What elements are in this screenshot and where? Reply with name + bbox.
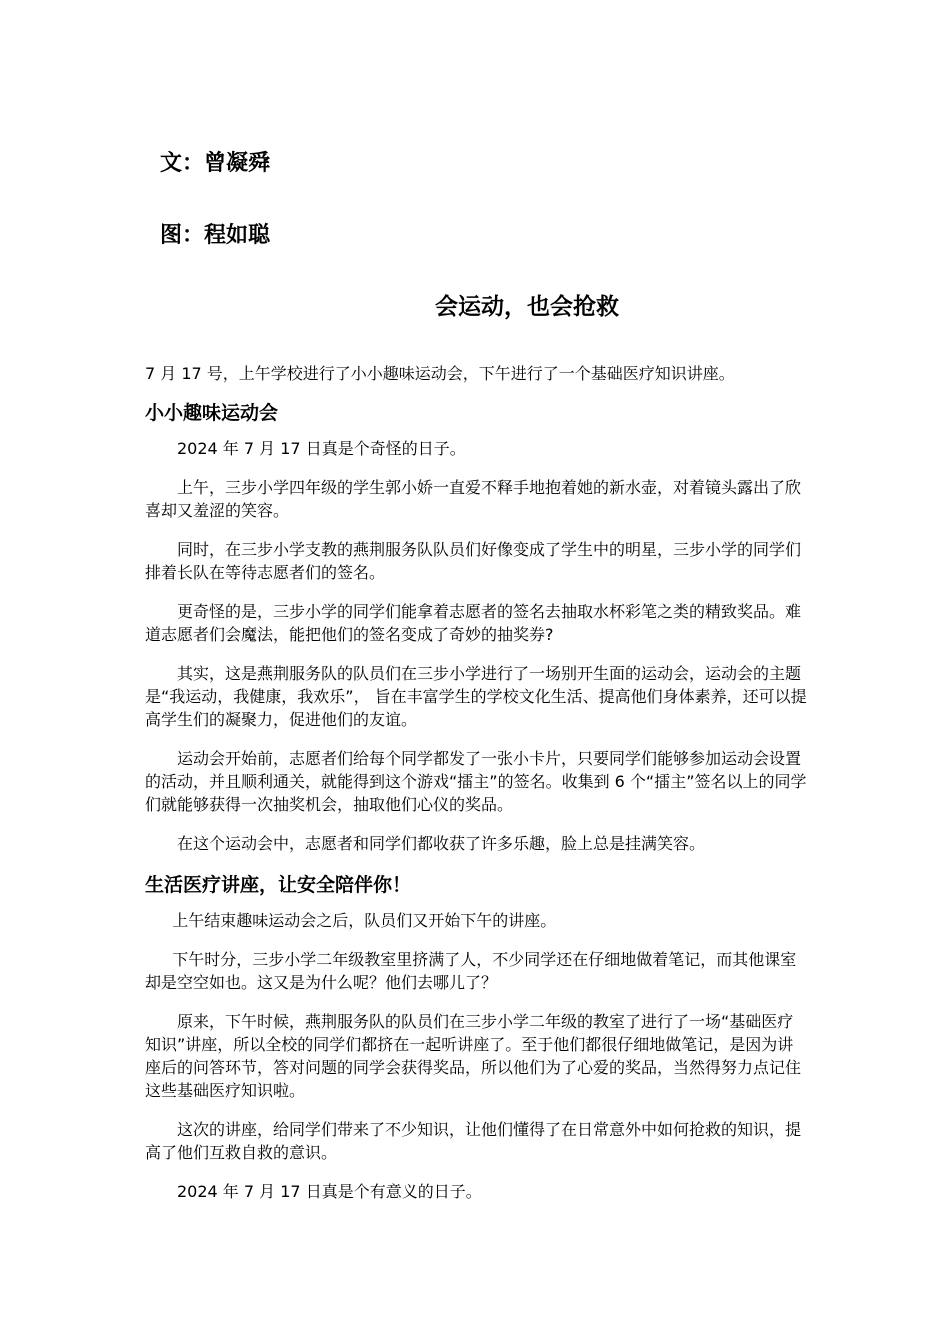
section-heading-medical: 生活医疗讲座，让安全陪伴你！ xyxy=(145,874,412,896)
paragraph: 上午，三步小学四年级的学生郭小娇一直爱不释手地抱着她的新水壶，对着镜头露出了欣喜却又羞涩的笑容。 xyxy=(145,478,802,520)
paragraph: 在这个运动会中，志愿者和同学们都收获了许多乐趣，脸上总是挂满笑容。 xyxy=(177,834,706,853)
paragraph: 2024 年 7 月 17 日真是个奇怪的日子。 xyxy=(177,439,466,458)
photographer-credit: 图：程如聪 xyxy=(160,223,271,248)
paragraph: 下午时分，三步小学二年级教室里挤满了人，不少同学还在仔细地做着笔记，而其他课室却是空空如也。这又是为什么呢？他们去哪儿了？ xyxy=(145,950,797,992)
paragraph: 上午结束趣味运动会之后，队员们又开始下午的讲座。 xyxy=(172,911,557,930)
paragraph: 这次的讲座，给同学们带来了不少知识，让他们懂得了在日常意外中如何抢救的知识，提高了他们互救自救的意识。 xyxy=(145,1120,802,1162)
paragraph: 同时，在三步小学支教的燕荆服务队队员们好像变成了学生中的明星，三步小学的同学们排着长队在等待志愿者们的签名。 xyxy=(145,540,802,582)
paragraph: 其实，这是燕荆服务队的队员们在三步小学进行了一场别开生面的运动会，运动会的主题是“我运动，我健康，我欢乐”， 旨在丰富学生的学校文化生活、提高他们身体素养，还可以提高学生们的凝聚力，促进他们的友谊。 xyxy=(145,664,807,729)
article-body xyxy=(145,362,807,1203)
article-title: 会运动，也会抢救 xyxy=(435,294,619,320)
article-lead: 7 月 17 号，上午学校进行了小小趣味运动会，下午进行了一个基础医疗知识讲座。 xyxy=(145,364,735,383)
paragraph: 更奇怪的是，三步小学的同学们能拿着志愿者的签名去抽取水杯彩笔之类的精致奖品。难道志愿者们会魔法，能把他们的签名变成了奇妙的抽奖券? xyxy=(145,602,802,644)
paragraph: 原来，下午时候，燕荆服务队的队员们在三步小学二年级的教室了进行了一场“基础医疗知识”讲座，所以全校的同学们都挤在一起听讲座了。至于他们都很仔细地做笔记，是因为讲座后的问答环节，答对问题的同学会获得奖品，所以他们为了心爱的奖品，当然得努力点记住这些基础医疗知识啦。 xyxy=(145,1012,802,1100)
author-credit: 文：曾凝舜 xyxy=(160,151,271,176)
paragraph: 运动会开始前，志愿者们给每个同学都发了一张小卡片，只要同学们能够参加运动会设置的活动，并且顺利通关，就能得到这个游戏“擂主”的签名。收集到 6 个“擂主”签名以上的同学们就能够获得一次抽奖机会，抽取他们心仪的奖品。 xyxy=(145,749,807,814)
section-heading-sports: 小小趣味运动会 xyxy=(145,402,279,424)
paragraph: 2024 年 7 月 17 日真是个有意义的日子。 xyxy=(177,1182,482,1201)
